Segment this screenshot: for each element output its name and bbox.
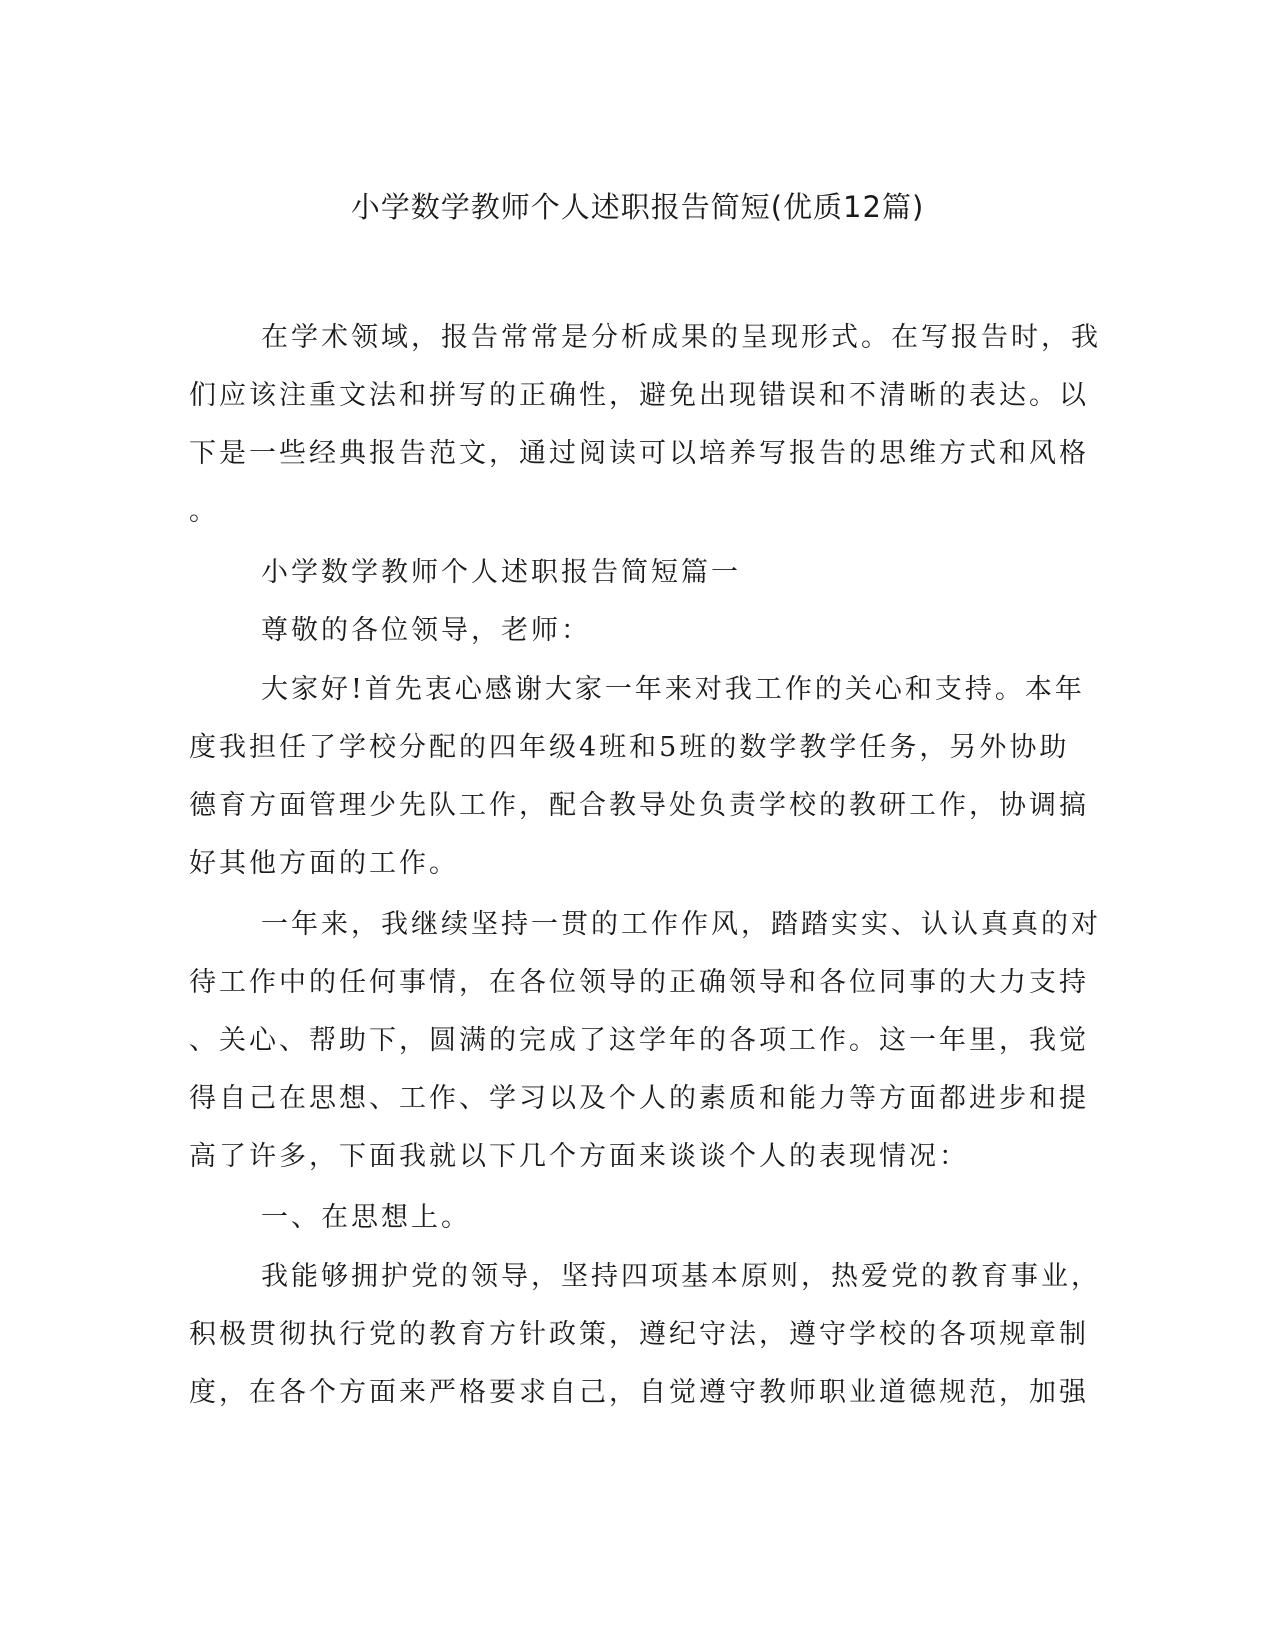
paragraph-line: 得自己在思想、工作、学习以及个人的素质和能力等方面都进步和提	[189, 1083, 1089, 1114]
paragraph-line: 积极贯彻执行党的教育方针政策，遵纪守法，遵守学校的各项规章制	[189, 1319, 1089, 1350]
paragraph-line: 我能够拥护党的领导，坚持四项基本原则，热爱党的教育事业，	[261, 1261, 1101, 1292]
paragraph-line: 一年来，我继续坚持一贯的工作作风，踏踏实实、认认真真的对	[261, 909, 1101, 940]
paragraph-line: 高了许多，下面我就以下几个方面来谈谈个人的表现情况：	[189, 1141, 969, 1172]
paragraph-line: 、关心、帮助下，圆满的完成了这学年的各项工作。这一年里，我觉	[189, 1025, 1089, 1056]
paragraph-line: 度我担任了学校分配的四年级4班和5班的数学教学任务，另外协助	[189, 732, 1070, 763]
paragraph-line: 大家好!首先衷心感谢大家一年来对我工作的关心和支持。本年	[261, 674, 1085, 705]
paragraph-line: 待工作中的任何事情，在各位领导的正确领导和各位同事的大力支持	[189, 967, 1089, 998]
paragraph-line: 。	[189, 496, 219, 527]
document-title: 小学数学教师个人述职报告简短(优质12篇)	[350, 190, 925, 224]
paragraph-line: 好其他方面的工作。	[189, 848, 459, 879]
paragraph-line: 度，在各个方面来严格要求自己，自觉遵守教师职业道德规范，加强	[189, 1377, 1089, 1408]
paragraph-line: 德育方面管理少先队工作，配合教导处负责学校的教研工作，协调搞	[189, 790, 1089, 821]
paragraph-line: 下是一些经典报告范文，通过阅读可以培养写报告的思维方式和风格	[189, 438, 1089, 469]
section-heading: 小学数学教师个人述职报告简短篇一	[261, 557, 741, 588]
section-heading: 一、在思想上。	[261, 1202, 471, 1233]
paragraph-line: 在学术领域，报告常常是分析成果的呈现形式。在写报告时，我	[261, 322, 1101, 353]
paragraph-line: 们应该注重文法和拼写的正确性，避免出现错误和不清晰的表达。以	[189, 380, 1089, 411]
salutation: 尊敬的各位领导，老师：	[261, 615, 591, 646]
